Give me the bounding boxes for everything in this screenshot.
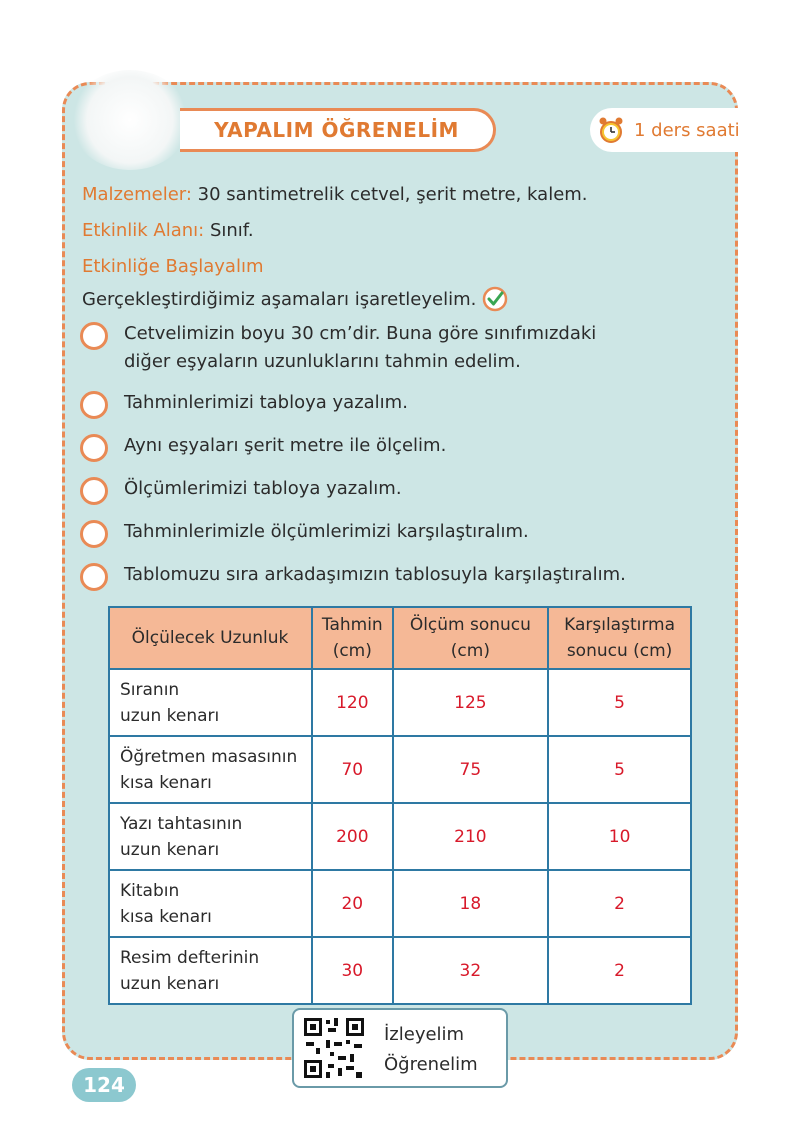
- step-checkbox[interactable]: [80, 391, 108, 419]
- step-item: [80, 320, 720, 376]
- decorative-cloud: [70, 70, 190, 170]
- item-label-line1: Resim defterinin: [120, 947, 260, 968]
- page-number: 124: [72, 1068, 136, 1102]
- duration-box: [590, 108, 740, 152]
- activity-title: YAPALIM ÖĞRENELİM: [214, 118, 459, 142]
- item-cell: [109, 736, 312, 803]
- step-text: Cetvelimizin boyu 30 cm’dir. Buna göre sınıfımızdaki diğer eşyaların uzunluklarını tahmin edelim.: [124, 323, 597, 372]
- estimate-cell[interactable]: 70: [312, 736, 393, 803]
- item-label-line1: Yazı tahtasının: [120, 813, 243, 834]
- estimate-cell[interactable]: 30: [312, 937, 393, 1004]
- header-measured-unit: (cm): [450, 641, 490, 661]
- measured-cell[interactable]: 18: [393, 870, 549, 937]
- item-cell: [109, 669, 312, 736]
- item-label-line1: Öğretmen masasının: [120, 746, 298, 767]
- measured-cell[interactable]: 75: [393, 736, 549, 803]
- title-banner: [180, 108, 496, 152]
- table-row: [109, 803, 691, 870]
- materials-label: Malzemeler:: [82, 184, 192, 205]
- difference-cell[interactable]: 2: [548, 870, 691, 937]
- table-row: [109, 669, 691, 736]
- table-row: [109, 937, 691, 1004]
- steps-list: [80, 320, 720, 604]
- measured-cell[interactable]: 210: [393, 803, 549, 870]
- step-checkbox[interactable]: [80, 434, 108, 462]
- step-text: Aynı eşyaları şerit metre ile ölçelim.: [124, 435, 447, 456]
- estimate-cell[interactable]: 200: [312, 803, 393, 870]
- difference-cell[interactable]: 10: [548, 803, 691, 870]
- difference-cell[interactable]: 2: [548, 937, 691, 1004]
- step-text: Tahminlerimizle ölçümlerimizi karşılaştıralım.: [124, 521, 529, 542]
- item-cell: [109, 803, 312, 870]
- start-line: [82, 256, 264, 277]
- item-label-line2: kısa kenarı: [120, 906, 212, 927]
- table-header-row: [109, 607, 691, 669]
- materials-line: [82, 184, 588, 205]
- header-difference-label: Karşılaştırma: [564, 615, 676, 635]
- header-item: [109, 607, 312, 669]
- area-line: [82, 220, 254, 241]
- step-item: [80, 475, 720, 505]
- measurement-table: [108, 606, 692, 1005]
- qr-code-icon[interactable]: [302, 1016, 366, 1080]
- step-checkbox[interactable]: [80, 477, 108, 505]
- area-value: Sınıf.: [204, 220, 254, 241]
- step-text: Ölçümlerimizi tabloya yazalım.: [124, 478, 402, 499]
- header-estimate-label: Tahmin: [321, 615, 383, 635]
- item-cell: [109, 937, 312, 1004]
- qr-caption-line2: Öğrenelim: [384, 1054, 478, 1075]
- item-label-line2: kısa kenarı: [120, 772, 212, 793]
- item-label-line2: uzun kenarı: [120, 839, 220, 860]
- qr-caption: [384, 1020, 478, 1080]
- item-label-line1: Sıranın: [120, 679, 180, 700]
- header-difference: [548, 607, 691, 669]
- step-item: [80, 432, 720, 462]
- item-label-line2: uzun kenarı: [120, 973, 220, 994]
- item-label-line1: Kitabın: [120, 880, 180, 901]
- step-item: [80, 389, 720, 419]
- measured-cell[interactable]: 32: [393, 937, 549, 1004]
- step-text: Tahminlerimizi tabloya yazalım.: [124, 392, 408, 413]
- area-label: Etkinlik Alanı:: [82, 220, 205, 241]
- checkmark-icon: [482, 286, 508, 312]
- header-item-label: Ölçülecek Uzunluk: [131, 628, 289, 648]
- instruction-line: [82, 286, 508, 312]
- table-row: [109, 736, 691, 803]
- step-checkbox[interactable]: [80, 563, 108, 591]
- step-item: [80, 561, 720, 591]
- qr-caption-line1: İzleyelim: [384, 1024, 465, 1045]
- measured-cell[interactable]: 125: [393, 669, 549, 736]
- estimate-cell[interactable]: 120: [312, 669, 393, 736]
- instruction-text: Gerçekleştirdiğimiz aşamaları işaretleyelim.: [82, 288, 477, 310]
- table-row: [109, 870, 691, 937]
- header-estimate-unit: (cm): [332, 641, 372, 661]
- item-label-line2: uzun kenarı: [120, 705, 220, 726]
- difference-cell[interactable]: 5: [548, 669, 691, 736]
- header-difference-unit: sonucu (cm): [566, 641, 673, 661]
- step-checkbox[interactable]: [80, 322, 108, 350]
- duration-text: 1 ders saati: [634, 119, 740, 141]
- difference-cell[interactable]: 5: [548, 736, 691, 803]
- step-text: Tablomuzu sıra arkadaşımızın tablosuyla karşılaştıralım.: [124, 564, 626, 585]
- alarm-clock-icon: [596, 115, 626, 145]
- header-measured: [393, 607, 549, 669]
- step-item: [80, 518, 720, 548]
- start-label: Etkinliğe Başlayalım: [82, 256, 264, 277]
- estimate-cell[interactable]: 20: [312, 870, 393, 937]
- header-estimate: [312, 607, 393, 669]
- item-cell: [109, 870, 312, 937]
- materials-value: 30 santimetrelik cetvel, şerit metre, kalem.: [191, 184, 588, 205]
- header-measured-label: Ölçüm sonucu: [409, 615, 531, 635]
- qr-code-box[interactable]: [292, 1008, 508, 1088]
- step-checkbox[interactable]: [80, 520, 108, 548]
